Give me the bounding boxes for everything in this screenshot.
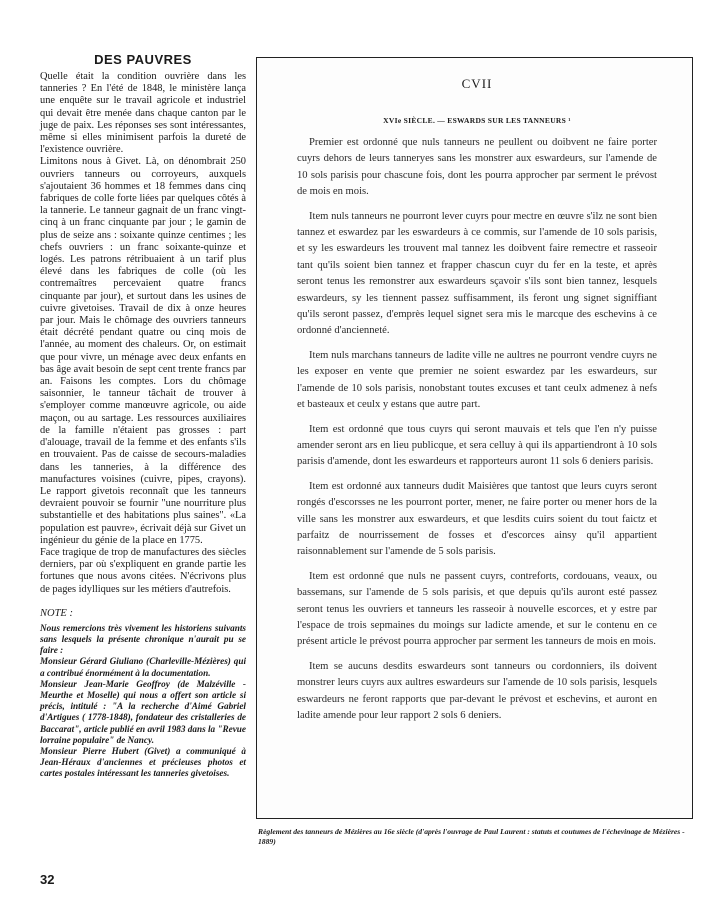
document-paragraph: Item se aucuns desdits eswardeurs sont tanneurs ou cordonniers, ils doivent monstrer leurs cuyrs aux aultres eswardeurs sur l'amende de 10 sols parisis, lesquels eswardeurs ne feront rapports que par-devant le prévost et eschevins, et auront en ladite amende pour leur rapport 2 sols 6 deniers. — [297, 660, 657, 721]
document-number: CVII — [461, 76, 493, 91]
historical-document — [297, 76, 657, 732]
note-paragraph: Monsieur Pierre Hubert (Givet) a communiqué à Jean-Héraux d'anciennes et précieuses photos et cartes postales intéressant les tanneries givetoises. — [40, 745, 246, 779]
document-paragraph: Item nuls tanneurs ne pourront lever cuyrs pour mectre en œuvre s'ilz ne sont bien tannez et eswardez par les eswardeurs à ce commis, sur l'amende de 10 sols parisis, et sy les eswardeurs les trouvent mal tannez les doibvent faire remectre et rasseoir tant qu'ils soient bien tannez et frapper chascun cuyr du fer en la teste, et après seront tenus les remonstrer aux eswardeurs sçavoir s'ils sont bien tannez, lesquels eswardeurs, sy les tiennent passez suffisamment, ils feront ung signet signiffiant qu'ils seront passez, d'emprès lequel signet sera mis le marcque des eschevins à ce ordonné d'ancienneté. — [297, 210, 657, 337]
document-paragraph: Premier est ordonné que nuls tanneurs ne peullent ou doibvent ne faire porter cuyrs dehors de leurs tanneryes sans les monstrer aux eswardeurs, sur l'amende de 10 sols parisis pour chascune fois, dont les pourra approcher par serment le prévost de mois en mois. — [297, 137, 657, 198]
historical-document-frame — [256, 57, 693, 819]
note-paragraph: Monsieur Jean-Marie Geoffroy (de Malzéville - Meurthe et Moselle) qui nous a offert son article si précis, intitulé : "A la recherche d'Aimé Gabriel d'Artigues ( 1778-1848), fondateur des cristalleries de Baccarat", article publié en avril 1983 dans la "Revue lorraine populaire" de Nancy. — [40, 678, 246, 745]
note-paragraph: Monsieur Gérard Giuliano (Charleville-Mézières) qui a contribué énormément à la documentation. — [40, 656, 246, 678]
left-column — [40, 52, 246, 780]
article-paragraph: Face tragique de trop de manufactures des siècles derniers, par où s'expliquent en grande partie les fortunes que nous avons citées. N'écrivons plus de pages idylliques sur les métiers d'autrefois. — [40, 546, 246, 595]
figure-caption: Règlement des tanneurs de Mézières au 16e siècle (d'après l'ouvrage de Paul Laurent : statuts et coutumes de l'échevinage de Mézières - 1889) — [258, 827, 685, 846]
document-paragraph: Item est ordonné que nuls ne passent cuyrs, contreforts, cordouans, veaux, ou bassemans, sur l'amende de 5 sols parisis, et que depuis qu'ils auront esté passez seront tenus les ouvriers et tanneurs les rasseoir à nouvelle escorces, et y estre par l'espace de trois sepmaines du moings sur ladicte amende, et sur le contenu en ce présent article le prévost pourra approcher par serment les tanneurs de mois en mois. — [297, 570, 657, 648]
document-paragraph: Item est ordonné aux tanneurs dudit Maisières que tantost que leurs cuyrs seront rongés d'escorsses ne les pourront porter, mener, ne faire porter ou mener hors de la ville sans les monstrer aux eswardeurs, et que lesdits cuirs soient du tout faictz et parfaitz de nourrissement de fosses et d'escorces ainsy qu'il appartient raisonnablement sur l'amende de 5 sols parisis. — [297, 480, 657, 558]
note-title: NOTE : — [40, 607, 73, 619]
document-paragraph: Item est ordonné que tous cuyrs qui seront mauvais et tels que l'en n'y puisse amender seront ars en lieu publicque, et sera celluy à qui ils appartiendront à 10 sols parisis d'amende, dont les eswardeurs et rapporteurs auront 11 sols 6 deniers parisis. — [297, 423, 657, 468]
document-subtitle: XVIe SIÈCLE. — ESWARDS SUR LES TANNEURS ¹ — [383, 116, 571, 125]
article-paragraph: Limitons nous à Givet. Là, on dénombrait 250 ouvriers tanneurs ou corroyeurs, auxquels s'ajoutaient 36 hommes et 18 femmes dans cinq fabriques de colle forte liées par quelques côtés à la tannerie. Le tanneur gagnait de un franc vingt-cinq à un franc cinquante par jour ; le gamin de plus de seize ans : soixante quinze centimes ; les chefs ouvriers : un franc soixante-quinze et logés. Les patrons rétribuaient à un tarif plus élevé dans les fabriques de colle (où les contremaîtres percevaient quatre francs cinquante par jour), et surtout dans les usines de cuivre givetoises. Travail de dix à onze heures par jour. Mais le chômage des ouvriers tanneurs était décrété pendant quatre ou cinq mois de l'année, au moment des chaleurs. Or, on estimait que pour vivre, un ménage avec deux enfants en bas âge avait besoin de sept cent trente francs par an. Faisons les comptes. Lors du chômage saisonnier, le tanneur tâchait de trouver à s'employer comme manœuvre agricole, ou aide maçon, ou au sartage. Les ressources auxiliaires de la famille n'étaient pas grosses : part d'alouage, travail de la femme et des enfants s'ils en trouvaient. Pas de caisse de secours-maladies dans les tanneries, à la différence des manufactures voisines (cuivre, pipes, crayons). Le rapport givetois reconnaît que les tanneurs devraient pouvoir se fournir "une nourriture plus substantielle et des habitations plus saines". «La population est pauvre», écrivait déjà sur Givet un ingénieur du génie de la place en 1775. — [40, 156, 246, 546]
page-number: 32 — [40, 872, 55, 887]
document-paragraph: Item nuls marchans tanneurs de ladite ville ne aultres ne pourront vendre cuyrs ne les exposer en vente que premier ne soient eswardez par les eswardeurs, sur l'amende de 10 sols parisis, nonobstant toutes excuses et tant ceulx admenez à nefs et basteaux et ceulx y estans que autre part. — [297, 349, 657, 411]
note-section — [40, 608, 246, 780]
note-paragraph: Nous remercions très vivement les historiens suivants sans lesquels la présente chronique n'aurait pu se faire : — [40, 622, 246, 656]
article-heading: DES PAUVRES — [94, 52, 192, 67]
article-paragraph: Quelle était la condition ouvrière dans les tanneries ? En l'été de 1848, le ministère lança une enquête sur le travail agricole et industriel qui devait être menée dans chaque canton par le juge de paix. Les réponses ses sont intéressantes, même si elles minimisent parfois la dureté de l'existence ouvrière. — [40, 71, 246, 156]
